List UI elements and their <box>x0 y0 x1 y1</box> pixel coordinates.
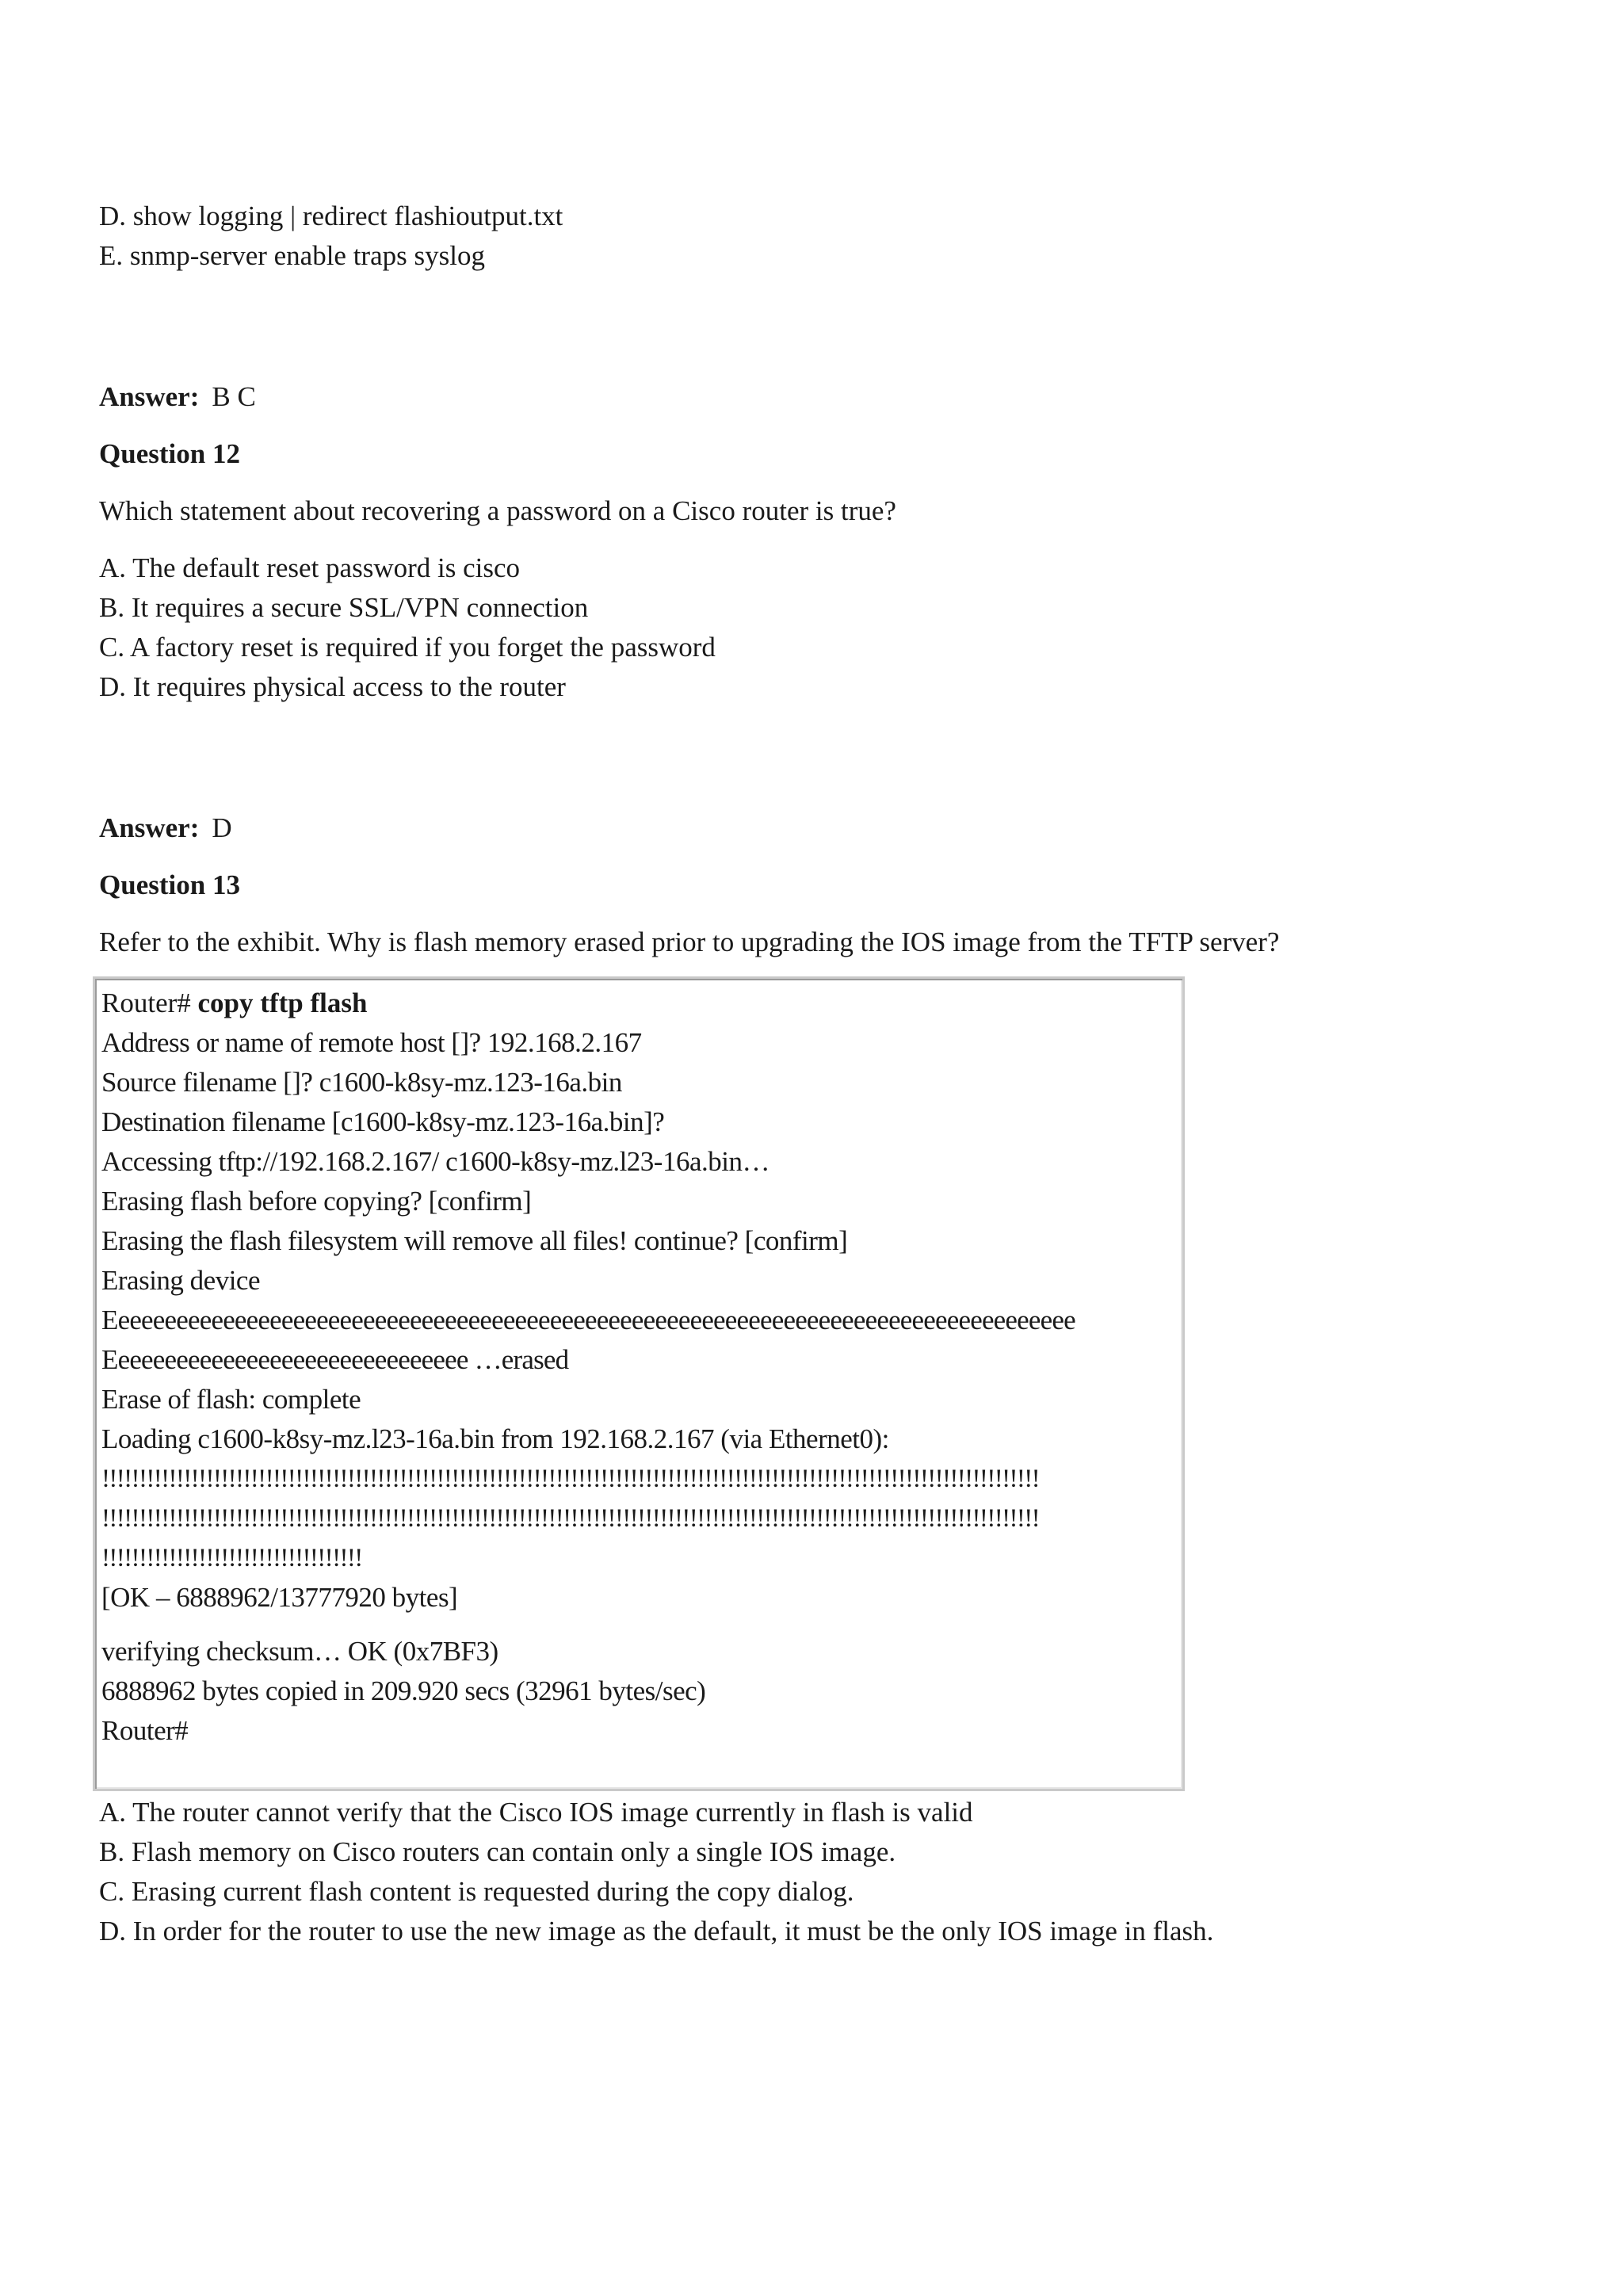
answer-value: D <box>212 812 232 843</box>
q11-answer <box>99 377 1526 417</box>
exhibit-command: copy tftp flash <box>197 988 368 1018</box>
q12-option-d: D. It requires physical access to the router <box>99 671 566 702</box>
q11-option-e: E. snmp-server enable traps syslog <box>99 240 485 271</box>
q12-option-a: A. The default reset password is cisco <box>99 552 521 583</box>
answer-label: Answer: <box>99 812 200 843</box>
exhibit-box <box>93 976 1185 1791</box>
q12-answer <box>99 808 1526 848</box>
q13-option-a: A. The router cannot verify that the Cisco IOS image currently in flash is valid <box>99 1797 973 1828</box>
q13-option-b: B. Flash memory on Cisco routers can contain only a single IOS image. <box>99 1836 896 1867</box>
exhibit-line: Erasing the flash filesystem will remove all files! continue? [confirm] <box>101 1225 848 1256</box>
router-prompt: Router# <box>101 988 191 1018</box>
answer-label: Answer: <box>99 381 200 412</box>
exhibit-line: 6888962 bytes copied in 209.920 secs (32961 bytes/sec) <box>101 1675 706 1706</box>
exhibit-erase-progress: Eeeeeeeeeeeeeeeeeeeeeeeeeeeeeeeeeeeeeeeeeeeeeeeeeeeeeeeeeeeeeeeeeeeeeeeeeeeeeeeeeee <box>101 1305 1075 1335</box>
exhibit-line: Address or name of remote host []? 192.168.2.167 <box>101 1027 642 1058</box>
q13-option-c: C. Erasing current flash content is requested during the copy dialog. <box>99 1876 854 1907</box>
exhibit-load-progress: !!!!!!!!!!!!!!!!!!!!!!!!!!!!!!!!!!! <box>101 1544 362 1572</box>
question-13-title: Question 13 <box>99 869 240 900</box>
document-page <box>99 197 1526 1951</box>
exhibit-line: Erasing flash before copying? [confirm] <box>101 1186 532 1217</box>
exhibit-load-progress: !!!!!!!!!!!!!!!!!!!!!!!!!!!!!!!!!!!!!!!!!!!!!!!!!!!!!!!!!!!!!!!!!!!!!!!!!!!!!!!!!!!!!!!!!!!!!!!!!!!!!!!!!!!!!!!!!!!!!!!!!!!!!! <box>101 1465 1040 1493</box>
exhibit-line: verifying checksum… OK (0x7BF3) <box>101 1636 498 1667</box>
q13-option-d: D. In order for the router to use the new image as the default, it must be the only IOS image in flash. <box>99 1916 1214 1946</box>
exhibit-line: [OK – 6888962/13777920 bytes] <box>101 1582 458 1613</box>
question-13-prompt: Refer to the exhibit. Why is flash memory erased prior to upgrading the IOS image from the TFTP server? <box>99 926 1280 957</box>
exhibit-line: Erasing device <box>101 1265 260 1296</box>
q11-option-d: D. show logging | redirect flashioutput.txt <box>99 201 563 231</box>
exhibit-line: Source filename []? c1600-k8sy-mz.123-16a.bin <box>101 1067 622 1098</box>
q12-option-b: B. It requires a secure SSL/VPN connection <box>99 592 589 623</box>
exhibit-line: Erase of flash: complete <box>101 1384 361 1415</box>
exhibit-command-line <box>101 984 1182 1023</box>
question-12-prompt: Which statement about recovering a password on a Cisco router is true? <box>99 495 896 526</box>
answer-value: B C <box>212 381 256 412</box>
exhibit-erase-progress: Eeeeeeeeeeeeeeeeeeeeeeeeeeeeeee …erased <box>101 1344 569 1375</box>
exhibit-load-progress: !!!!!!!!!!!!!!!!!!!!!!!!!!!!!!!!!!!!!!!!!!!!!!!!!!!!!!!!!!!!!!!!!!!!!!!!!!!!!!!!!!!!!!!!!!!!!!!!!!!!!!!!!!!!!!!!!!!!!!!!!!!!!! <box>101 1504 1040 1533</box>
exhibit-line: Router# <box>101 1715 189 1746</box>
exhibit-line: Loading c1600-k8sy-mz.l23-16a.bin from 192.168.2.167 (via Ethernet0): <box>101 1423 889 1454</box>
question-12-title: Question 12 <box>99 438 240 469</box>
exhibit-line: Accessing tftp://192.168.2.167/ c1600-k8sy-mz.l23-16a.bin… <box>101 1146 769 1177</box>
q12-option-c: C. A factory reset is required if you forget the password <box>99 632 716 663</box>
exhibit-line: Destination filename [c1600-k8sy-mz.123-16a.bin]? <box>101 1106 665 1137</box>
